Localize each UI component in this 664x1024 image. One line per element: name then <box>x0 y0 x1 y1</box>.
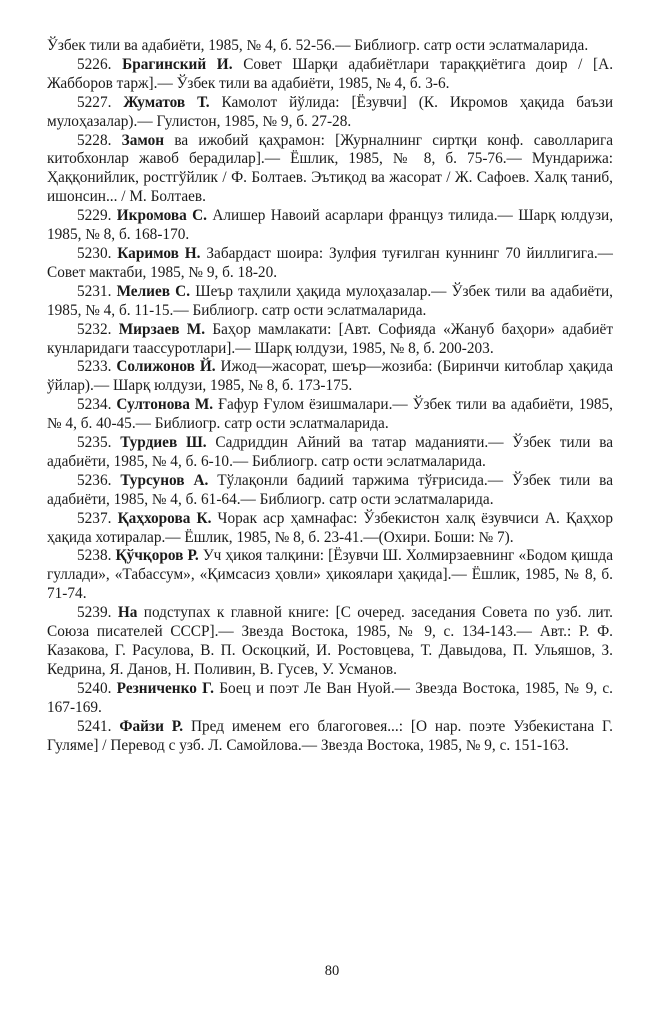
entry-author: Мелиев С. <box>116 282 191 300</box>
entry-number: 5230. <box>77 244 112 262</box>
entry-number: 5227. <box>77 93 112 111</box>
entry-5240 <box>47 680 613 718</box>
entry-5232 <box>47 321 613 359</box>
entry-author: Мирзаев М. <box>118 320 206 338</box>
entry-5227 <box>47 94 613 132</box>
entry-number: 5228. <box>77 131 112 149</box>
entry-author: Турсунов А. <box>120 471 209 489</box>
entry-5236 <box>47 472 613 510</box>
entry-author: Резниченко Г. <box>116 679 214 697</box>
entry-author: На <box>117 604 138 622</box>
bibliography-list <box>47 37 613 755</box>
entry-text: Совет Шарқи адабиётлари тараққиётига доир / [А. Жабборов тарж].— Ўзбек тили ва адабиёти, 1985, № 4, б. 3-6. <box>47 55 614 92</box>
entry-author: Турдиев Ш. <box>120 434 207 452</box>
entry-author: Қаҳхорова К. <box>117 509 212 527</box>
entry-5241 <box>47 718 613 756</box>
entry-author: Замон <box>121 131 165 149</box>
entry-text: Шеър таҳлили ҳақида мулоҳазалар.— Ўзбек тили ва адабиёти, 1985, № 4, б. 11-15.— Библиогр. сатр ости эслатмаларида. <box>47 282 614 319</box>
entry-number: 5236. <box>77 471 112 489</box>
entry-number: 5240. <box>77 679 112 697</box>
entry-5233 <box>47 358 613 396</box>
entry-text: Алишер Навоий асарлари француз тилида.— Шарқ юлдузи, 1985, № 8, б. 168-170. <box>47 207 614 244</box>
entry-author: Солижонов Й. <box>116 358 216 376</box>
entry-5235 <box>47 434 613 472</box>
entry-author: Қўчқоров Р. <box>115 547 199 565</box>
entry-author: Икромова С. <box>116 207 207 225</box>
entry-text: ва ижобий қаҳрамон: [Журналнинг сиртқи конф. саволларига китобхонлар жавоб берадилар].— Ёшлик, 1985, № 8, б. 75-76.— Мундарижа: Ҳаққонийлик, ростгўйлик / Ф. Болтаев. Эътиқод ва жасорат / Ж. Сафоев. Халқ таниб, ишонсин... / М. Болтаев. <box>47 131 614 206</box>
entry-number: 5241. <box>77 717 112 735</box>
entry-5229 <box>47 207 613 245</box>
entry-5226 <box>47 56 613 94</box>
entry-text: Ижод—жасорат, шеър—жозиба: (Биринчи китоблар ҳақида ўйлар).— Шарқ юлдузи, 1985, № 8, б. 173-175. <box>47 358 613 395</box>
entry-text: Пред именем его благоговея...: [О нар. поэте Узбекистана Г. Гуляме] / Перевод с узб. Л. Самойлова.— Звезда Востока, 1985, № 9, с. 151-163. <box>47 717 613 754</box>
entry-author: Каримов Н. <box>117 244 201 262</box>
entry-text: Ўзбек тили ва адабиёти, 1985, № 4, б. 52-56.— Библиогр. сатр ости эслатмаларида. <box>47 37 589 54</box>
entry-text: Баҳор мамлакати: [Авт. Софияда «Жануб баҳори» адабиёт кунларидаги таассуротлари].— Шарқ юлдузи, 1985, № 8, б. 200-203. <box>47 320 614 357</box>
entry-5239 <box>47 604 613 680</box>
entry-text: Камолот йўлида: [Ёзувчи] (К. Икромов ҳақида баъзи мулоҳазалар).— Гулистон, 1985, № 9, б. 27-28. <box>47 93 614 130</box>
entry-text: Садриддин Айний ва татар маданияти.— Ўзбек тили ва адабиёти, 1985, № 4, б. 6-10.— Библиогр. сатр ости эслатмаларида. <box>47 434 614 470</box>
entry-number: 5232. <box>77 320 112 338</box>
entry-5228 <box>47 132 613 208</box>
entry-text: подступах к главной книге: [С очеред. заседания Совета по узб. лит. Союза писателей СССР].— Звезда Востока, 1985, № 9, с. 134-143.— Авт.: Р. Ф. Казакова, Г. Расулова, В. П. Оскоцкий, И. Ростовцева, Т. Давыдова, П. Ульяшов, З. Кедрина, Я. Данов, Н. Поливин, В. Гусев, У. Усманов. <box>47 604 613 678</box>
entry-number: 5226. <box>77 55 112 73</box>
entry-number: 5233. <box>77 358 112 376</box>
entry-5237 <box>47 510 613 548</box>
entry-author: Файзи Р. <box>119 717 184 735</box>
entry-5234 <box>47 396 613 434</box>
entry-author: Жуматов Т. <box>123 93 210 111</box>
entry-text: Ғафур Ғулом ёзишмалари.— Ўзбек тили ва адабиёти, 1985, № 4, б. 40-45.— Библиогр. сатр ости эслатмаларида. <box>47 396 613 433</box>
entry-text: Чорак аср ҳамнафас: Ўзбекистон халқ ёзувчиси А. Қаҳхор ҳақида хотиралар.— Ёшлик, 1985, № 8, б. 23-41.—(Охири. Боши: № 7). <box>47 509 613 546</box>
entry-5230 <box>47 245 613 283</box>
entry-continuation <box>47 37 613 56</box>
page-number: 80 <box>324 963 340 979</box>
entry-number: 5239. <box>77 604 112 622</box>
entry-text: Забардаст шоира: Зулфия туғилган куннинг 70 йиллигига.— Совет мактаби, 1985, № 9, б. 18-20. <box>47 244 613 281</box>
entry-number: 5231. <box>77 282 112 300</box>
entry-5231 <box>47 283 613 321</box>
entry-author: Брагинский И. <box>122 55 233 73</box>
entry-text: Уч ҳикоя талқини: [Ёзувчи Ш. Холмирзаевнинг «Бодом қишда гуллади», «Табассум», «Қимсасиз ҳовли» ҳикоялари ҳақида].— Ёшлик, 1985, № 8, б. 71-74. <box>47 547 614 603</box>
entry-5238 <box>47 547 613 604</box>
entry-number: 5234. <box>77 396 112 414</box>
entry-number: 5235. <box>77 434 112 452</box>
entry-number: 5238. <box>77 547 112 565</box>
entry-number: 5237. <box>77 509 112 527</box>
entry-author: Султонова М. <box>116 396 214 414</box>
entry-number: 5229. <box>77 207 112 225</box>
entry-text: Тўлақонли бадиий таржима тўғрисида.— Ўзбек тили ва адабиёти, 1985, № 4, б. 61-64.— Библиогр. сатр ости эслатмаларида. <box>47 471 613 508</box>
entry-text: Боец и поэт Ле Ван Нуой.— Звезда Востока, 1985, № 9, с. 167-169. <box>47 679 614 716</box>
